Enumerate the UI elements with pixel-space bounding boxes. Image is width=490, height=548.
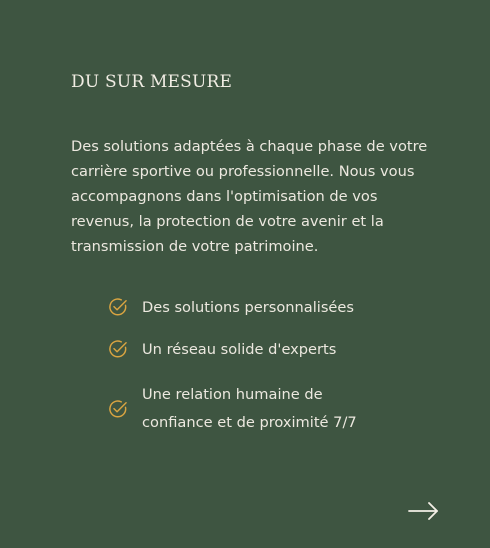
- check-circle-icon: [107, 338, 129, 360]
- feature-item: [107, 338, 336, 360]
- section-title: DU SUR MESURE: [71, 72, 233, 92]
- arrow-right-icon[interactable]: [404, 497, 442, 525]
- feature-item: [107, 381, 382, 437]
- section-description: Des solutions adaptées à chaque phase de votre carrière sportive ou professionnelle. Nous vous accompagnons dans l'optimisation de vos revenus, la protection de votre avenir et la transmission de votre patrimoine.: [71, 138, 428, 255]
- check-circle-icon: [107, 296, 129, 318]
- feature-label: Un réseau solide d'experts: [142, 340, 337, 358]
- feature-label: Une relation humaine de confiance et de proximité 7/7: [142, 386, 357, 431]
- feature-item: [107, 296, 354, 318]
- check-circle-icon: [107, 398, 129, 420]
- feature-label: Des solutions personnalisées: [142, 298, 354, 316]
